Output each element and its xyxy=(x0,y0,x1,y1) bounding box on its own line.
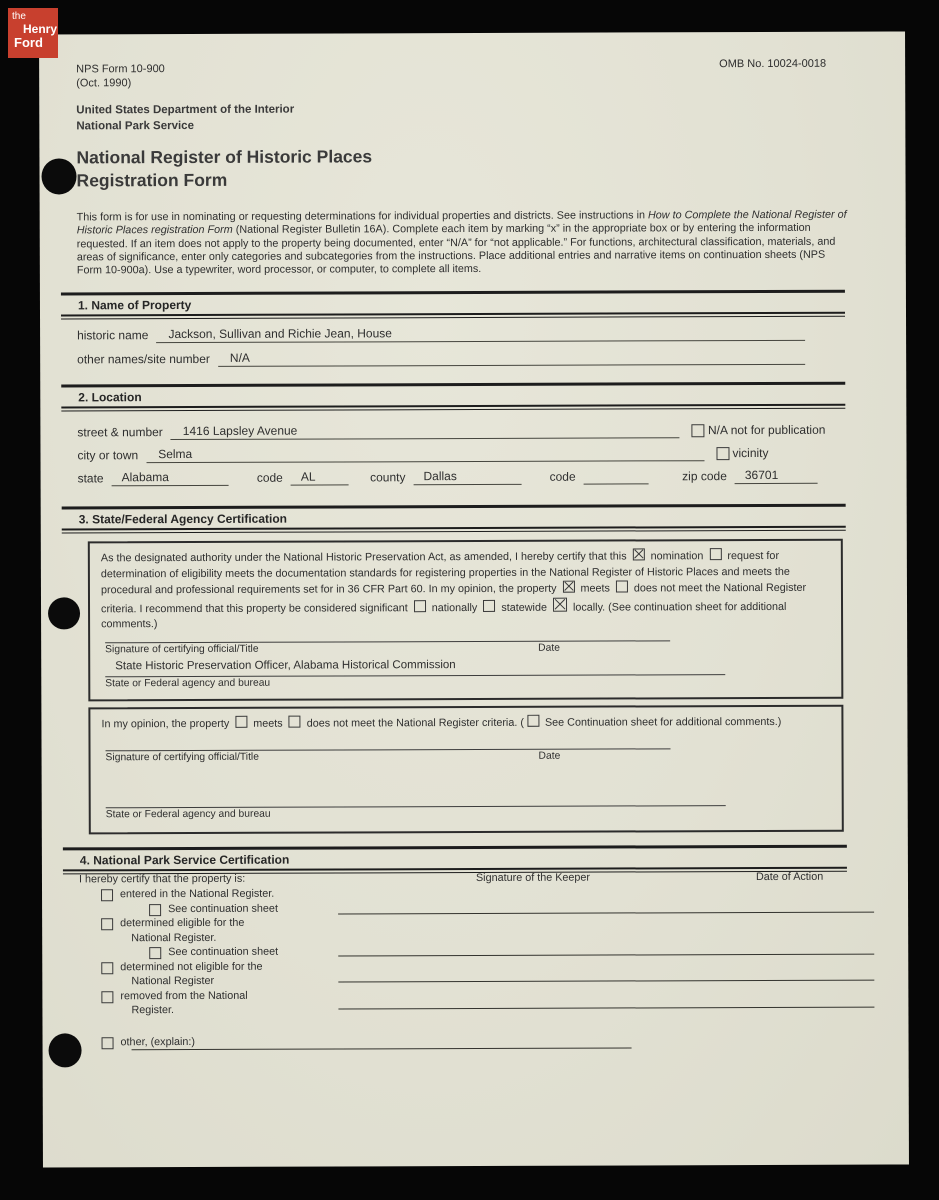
signature-label: Signature of certifying official/Title xyxy=(105,643,259,656)
state-code-label: code xyxy=(256,470,283,485)
does-not-meet-checkbox xyxy=(616,581,628,593)
eligible-continuation-checkbox xyxy=(149,947,161,959)
checklist-label: determined not eligible for the xyxy=(120,960,263,973)
section-1-title: 1. Name of Property xyxy=(61,293,845,317)
nationally-checkbox xyxy=(414,600,426,612)
instructions-italic-title: How to Complete the National Register of Historic Places registration Form xyxy=(76,208,847,237)
street-row xyxy=(77,422,825,441)
instructions-paragraph xyxy=(77,209,847,278)
checklist-item-not-eligible xyxy=(101,959,361,974)
checklist-item-entered xyxy=(101,886,361,901)
keeper-signature-line xyxy=(338,912,874,915)
statewide-checkbox xyxy=(483,600,495,612)
commenting-official-box xyxy=(88,705,843,835)
scanned-form-page xyxy=(39,31,909,1167)
other-names-label: other names/site number xyxy=(77,351,210,367)
checklist-label: determined eligible for the xyxy=(120,916,245,930)
commenting-statement xyxy=(101,714,830,733)
checklist-label-removed-2: Register. xyxy=(131,1004,175,1017)
continuation-checkbox xyxy=(527,715,539,727)
vicinity-label: vicinity xyxy=(732,445,769,461)
state-value: Alabama xyxy=(112,470,229,486)
street-label: street & number xyxy=(77,425,163,440)
logo-the: the xyxy=(12,11,26,22)
nomination-checkbox xyxy=(633,548,645,560)
section-1-heading xyxy=(61,290,845,320)
agency-name: National Park Service xyxy=(76,119,194,133)
cert-text: meets xyxy=(577,582,613,595)
other-names-row xyxy=(77,349,805,368)
removed-checkbox xyxy=(101,991,113,1003)
entered-continuation-checkbox xyxy=(149,904,161,916)
checklist-label: other, (explain:) xyxy=(120,1035,195,1048)
city-label: city or town xyxy=(77,448,139,463)
agency-blank-line xyxy=(106,788,726,808)
state-certification-box xyxy=(88,539,844,702)
cert-text: nomination xyxy=(647,550,707,563)
document-title-line1: National Register of Historic Places xyxy=(76,146,373,168)
city-row xyxy=(77,445,768,463)
keeper-column-label: Signature of the Keeper xyxy=(475,871,591,884)
eligible-checkbox xyxy=(101,918,113,930)
section-3-title: 3. State/Federal Agency Certification xyxy=(62,507,846,531)
form-revision-date: (Oct. 1990) xyxy=(76,77,132,90)
keeper-signature-line xyxy=(338,1007,874,1010)
meets-checkbox xyxy=(562,581,574,593)
signature-labels xyxy=(105,642,830,657)
state-row xyxy=(78,468,818,487)
cert-text: See Continuation sheet for additional comments.) xyxy=(541,715,782,729)
form-number: NPS Form 10-900 xyxy=(76,63,165,76)
other-checkbox xyxy=(102,1037,114,1049)
cert-text: request for determination of eligibility meets the documentation standards for registering properties in the National Register of Historic Places and meets the procedural and professional requirements set for in 36 CFR Part 60. In my opinion, the property xyxy=(100,549,790,597)
vicinity-group xyxy=(716,446,768,461)
checklist-label: entered in the National Register. xyxy=(120,887,275,901)
signature-labels xyxy=(106,749,831,764)
state-label: state xyxy=(77,471,104,486)
date-of-action-label: Date of Action xyxy=(755,870,824,884)
hole-punch-bottom xyxy=(49,1033,82,1067)
logo-henry: Henry xyxy=(23,22,58,36)
county-value: Dallas xyxy=(413,469,521,485)
checklist-label: removed from the National xyxy=(120,989,248,1002)
state-certification-statement xyxy=(101,548,830,634)
city-value: Selma xyxy=(146,445,704,463)
hole-punch-middle xyxy=(48,597,80,629)
county-label: county xyxy=(370,470,406,485)
checklist-item-entered-continuation xyxy=(101,901,361,916)
nps-certify-intro: I hereby certify that the property is: xyxy=(78,872,246,886)
does-not-meet-checkbox-2 xyxy=(289,716,301,728)
hole-punch-top xyxy=(41,158,76,194)
zip-value: 36701 xyxy=(735,468,818,484)
section-2-heading xyxy=(61,382,845,412)
checklist-label: See continuation sheet xyxy=(168,945,279,959)
date-label: Date xyxy=(538,642,560,654)
not-for-publication-checkbox xyxy=(692,424,705,437)
county-code-label: code xyxy=(549,469,576,484)
bureau-label: State or Federal agency and bureau xyxy=(105,677,271,689)
street-value: 1416 Lapsley Avenue xyxy=(171,422,680,440)
omb-number: OMB No. 10024-0018 xyxy=(719,57,827,71)
cert-text: statewide xyxy=(498,601,550,614)
zip-label: zip code xyxy=(682,469,727,484)
document-title-line2: Registration Form xyxy=(76,169,228,191)
cert-text: nationally xyxy=(428,601,481,614)
checklist-item-other xyxy=(102,1034,362,1049)
meets-checkbox-2 xyxy=(235,716,247,728)
not-eligible-checkbox xyxy=(101,962,113,974)
certifying-official-value: State Historic Preservation Officer, Alabama Historical Commission xyxy=(105,654,725,677)
cert-text: does not meet the National Register criteria. I recommend that this property be considered significant xyxy=(101,582,807,616)
section-4-heading xyxy=(63,845,847,875)
date-label: Date xyxy=(538,750,561,762)
other-names-value: N/A xyxy=(218,349,805,367)
checklist-item-eligible-continuation xyxy=(101,944,361,959)
historic-name-row xyxy=(77,325,805,344)
vicinity-checkbox xyxy=(716,447,729,460)
section-3-heading xyxy=(62,504,846,534)
county-code-value xyxy=(584,482,649,484)
section-4-title: 4. National Park Service Certification xyxy=(63,848,847,872)
document-title xyxy=(76,145,372,192)
section-2-title: 2. Location xyxy=(61,385,845,409)
not-for-publication-group xyxy=(692,423,826,438)
entered-checkbox xyxy=(101,889,113,901)
department-name: United States Department of the Interior xyxy=(76,103,295,117)
cert-text: does not meet the National Register criteria. ( xyxy=(303,716,524,730)
henry-ford-logo xyxy=(8,8,58,58)
checklist-label-not-eligible-2: National Register xyxy=(131,974,215,988)
request-checkbox xyxy=(709,548,721,560)
not-for-publication-label: N/A not for publication xyxy=(707,422,826,438)
instructions-text-1: This form is for use in nominating or requesting determinations for individual properties and districts. See instructions in xyxy=(76,209,648,224)
cert-text: In my opinion, the property xyxy=(101,717,233,731)
checklist-label-eligible-2: National Register. xyxy=(131,931,217,944)
instructions-text-2: (National Register Bulletin 16A). Complete each item by marking “x” in the appropriate box or by entering the information requested. If an item does not apply to the property being documented, enter “N/A” for “not applicable.” For functions, architectural classification, materials, and areas of significance, enter only categories and subcategories from the instructions. Place additional entries and narrative items on continuation sheets (NPS Form 10-900a). Use a typewriter, word processor, or computer, to complete all items. xyxy=(76,222,836,277)
historic-name-value: Jackson, Sullivan and Richie Jean, House xyxy=(156,325,805,343)
cert-text: meets xyxy=(250,717,286,730)
checklist-item-eligible xyxy=(101,915,361,930)
signature-label: Signature of certifying official/Title xyxy=(105,751,259,763)
historic-name-label: historic name xyxy=(77,328,149,343)
checklist-label: See continuation sheet xyxy=(168,902,278,915)
cert-text: locally. (See continuation sheet for additional comments.) xyxy=(101,600,787,631)
nps-certification-checklist xyxy=(101,886,362,1049)
keeper-signature-line xyxy=(338,954,874,957)
logo-ford: Ford xyxy=(14,35,43,50)
bureau-label: State or Federal agency and bureau xyxy=(105,808,271,820)
cert-text: As the designated authority under the National Historic Preservation Act, as amended, I hereby certify that this xyxy=(100,550,630,565)
checklist-item-removed xyxy=(101,988,361,1003)
state-code-value: AL xyxy=(291,469,348,485)
keeper-signature-line xyxy=(338,980,874,983)
locally-checkbox xyxy=(553,597,567,611)
